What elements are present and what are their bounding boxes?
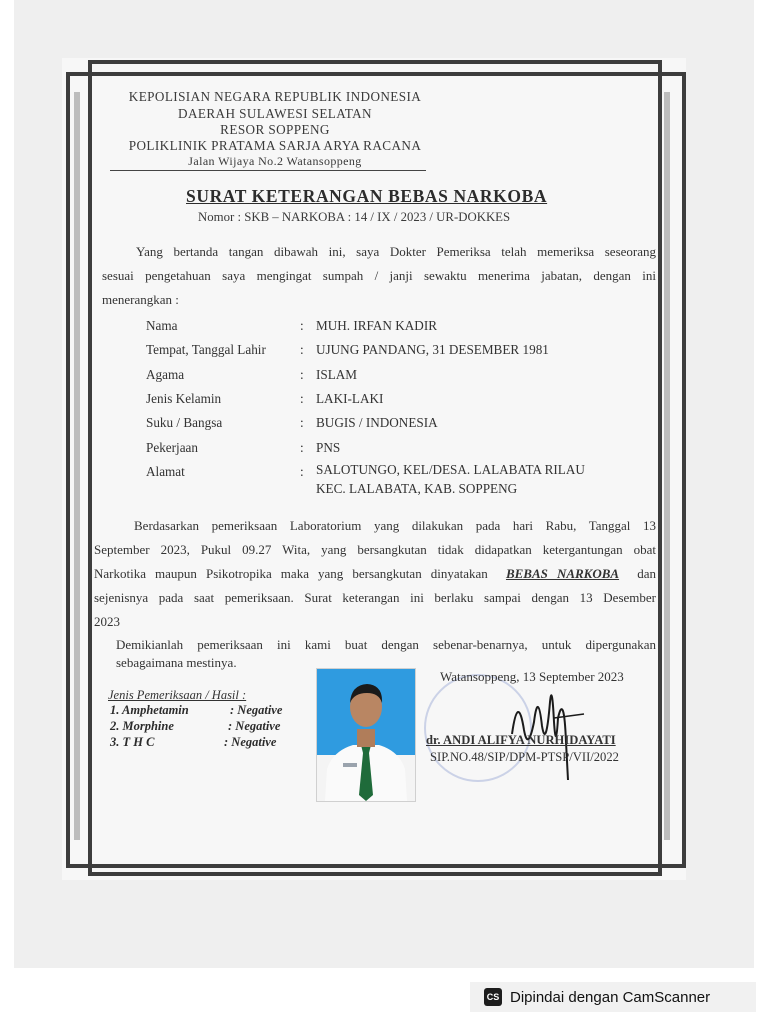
label-pekerjaan: Pekerjaan bbox=[146, 440, 198, 455]
camscanner-watermark bbox=[470, 982, 756, 1012]
closing-line-2: sebagaimana mestinya. bbox=[116, 655, 237, 670]
sep-nama: : bbox=[300, 318, 304, 333]
sep-suku-bangsa: : bbox=[300, 415, 304, 430]
exam-item-1-name: 1. Amphetamin bbox=[110, 703, 189, 717]
sep-ttl: : bbox=[300, 342, 304, 357]
sep-alamat: : bbox=[300, 464, 304, 479]
document-number: Nomor : SKB – NARKOBA : 14 / IX / 2023 / UR-DOKKES bbox=[198, 210, 511, 224]
exam-item-2-name: 2. Morphine bbox=[110, 719, 174, 733]
exam-item-3-result: : Negative bbox=[224, 735, 277, 749]
document-title: SURAT KETERANGAN BEBAS NARKOBA bbox=[186, 186, 548, 206]
body-line-3-end: dan bbox=[637, 566, 657, 581]
body-line-1: Berdasarkan pemeriksaan Laboratorium yang dilakukan pada hari Rabu, Tanggal 13 bbox=[134, 518, 656, 533]
label-agama: Agama bbox=[146, 367, 185, 382]
value-nama: MUH. IRFAN KADIR bbox=[316, 318, 438, 333]
exam-item-3-name: 3. T H C bbox=[110, 735, 155, 749]
doctor-name: dr. ANDI ALIFYA NURHIDAYATI bbox=[426, 733, 616, 747]
signature-place-date: Watansoppeng, 13 September 2023 bbox=[440, 669, 624, 684]
sep-pekerjaan: : bbox=[300, 440, 304, 455]
exam-title: Jenis Pemeriksaan / Hasil : bbox=[108, 688, 247, 702]
camscanner-icon: CS bbox=[484, 988, 502, 1006]
body-line-4: sejenisnya pada saat pemeriksaan. Surat keterangan ini berlaku sampai dengan 13 Desember bbox=[94, 590, 656, 605]
label-nama: Nama bbox=[146, 318, 178, 333]
intro-line-2: sesuai pengetahuan saya mengingat sumpah / janji sewaktu menerima jabatan, dengan ini bbox=[102, 268, 656, 283]
value-agama: ISLAM bbox=[316, 367, 358, 382]
label-suku-bangsa: Suku / Bangsa bbox=[146, 415, 223, 430]
passport-photo bbox=[316, 668, 416, 802]
label-jenis-kelamin: Jenis Kelamin bbox=[146, 391, 222, 406]
doctor-sip: SIP.NO.48/SIP/DPM-PTSP/VII/2022 bbox=[430, 750, 619, 764]
intro-paragraph bbox=[102, 240, 656, 312]
bebas-narkoba-highlight: BEBAS NARKOBA bbox=[505, 566, 620, 581]
header-underline bbox=[110, 170, 426, 171]
body-line-5: 2023 bbox=[94, 614, 120, 629]
body-line-3-start: Narkotika maupun Psikotropika maka yang bersangkutan dinyatakan bbox=[94, 566, 488, 581]
person-silhouette bbox=[317, 669, 415, 801]
body-line-2: September 2023, Pukul 09.27 Wita, yang bersangkutan tidak didapatkan ketergantungan obat bbox=[94, 542, 656, 557]
value-suku-bangsa: BUGIS / INDONESIA bbox=[316, 415, 438, 430]
header-line-5: Jalan Wijaya No.2 Watansoppeng bbox=[188, 154, 362, 168]
label-alamat: Alamat bbox=[146, 464, 185, 479]
intro-line-1: Yang bertanda tangan dibawah ini, saya Dokter Pemeriksa telah memeriksa seseorang bbox=[136, 244, 656, 259]
camscanner-text: Dipindai dengan CamScanner bbox=[510, 988, 711, 1006]
value-alamat-line-2: KEC. LALABATA, KAB. SOPPENG bbox=[316, 481, 518, 496]
header-line-2: DAERAH SULAWESI SELATAN bbox=[178, 106, 372, 121]
frame-right-gap bbox=[664, 92, 670, 840]
value-jenis-kelamin: LAKI-LAKI bbox=[316, 391, 384, 406]
exam-item-2-result: : Negative bbox=[228, 719, 281, 733]
sep-agama: : bbox=[300, 367, 304, 382]
label-ttl: Tempat, Tanggal Lahir bbox=[146, 342, 266, 357]
frame-left-gap bbox=[74, 92, 80, 840]
value-alamat: SALOTUNGO, KEL/DESA. LALABATA RILAU bbox=[316, 462, 585, 477]
value-ttl: UJUNG PANDANG, 31 DESEMBER 1981 bbox=[316, 342, 549, 357]
header-line-3: RESOR SOPPENG bbox=[220, 122, 330, 137]
intro-line-3: menerangkan : bbox=[102, 292, 179, 307]
value-pekerjaan: PNS bbox=[316, 440, 341, 455]
header-line-4: POLIKLINIK PRATAMA SARJA ARYA RACANA bbox=[128, 138, 422, 153]
closing-paragraph bbox=[116, 636, 656, 672]
closing-line-1: Demikianlah pemeriksaan ini kami buat dengan sebenar-benarnya, untuk dipergunakan bbox=[116, 637, 656, 652]
sep-jenis-kelamin: : bbox=[300, 391, 304, 406]
header-line-1: KEPOLISIAN NEGARA REPUBLIK INDONESIA bbox=[128, 89, 422, 104]
body-line-3 bbox=[94, 562, 656, 586]
body-paragraph bbox=[94, 514, 656, 634]
handwritten-signature bbox=[494, 672, 594, 782]
exam-item-1-result: : Negative bbox=[230, 703, 283, 717]
